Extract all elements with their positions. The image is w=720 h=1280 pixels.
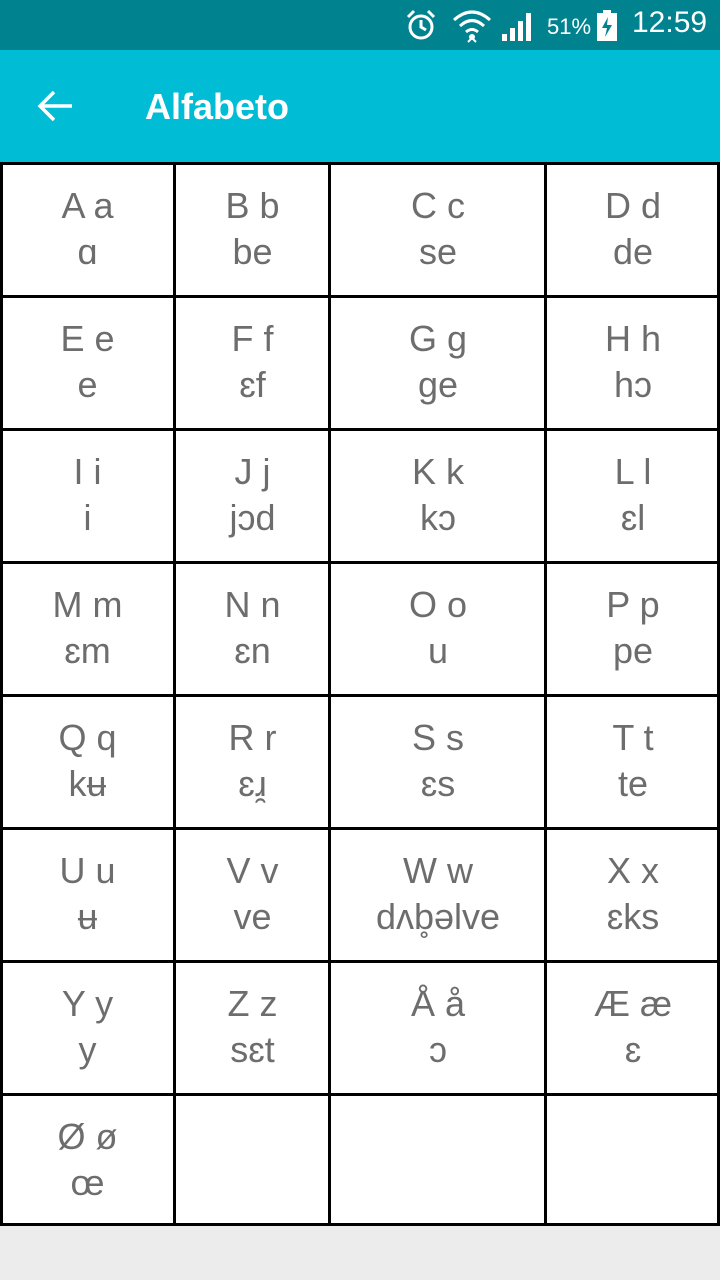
- letter-label: B b: [225, 184, 280, 226]
- pronunciation-label: e: [77, 363, 98, 405]
- letter-cell[interactable]: [175, 428, 330, 561]
- pronunciation-label: jɔd: [229, 496, 276, 538]
- grid-divider: [0, 1093, 720, 1096]
- pronunciation-label: be: [232, 230, 273, 272]
- pronunciation-label: dʌb̥əlve: [375, 895, 501, 937]
- letter-label: N n: [224, 583, 281, 625]
- letter-cell[interactable]: [330, 295, 546, 428]
- pronunciation-label: ge: [417, 363, 459, 405]
- letter-cell[interactable]: [546, 694, 720, 827]
- letter-cell[interactable]: [546, 827, 720, 960]
- letter-label: Z z: [227, 982, 278, 1024]
- grid-divider: [0, 295, 720, 298]
- app-bar: [0, 50, 720, 162]
- letter-cell[interactable]: [546, 960, 720, 1093]
- letter-cell[interactable]: [0, 960, 175, 1093]
- letter-label: S s: [411, 716, 464, 758]
- grid-divider: [0, 827, 720, 830]
- pronunciation-label: te: [617, 762, 649, 804]
- letter-label: X x: [606, 849, 659, 891]
- letter-label: R r: [228, 716, 277, 758]
- pronunciation-label: ɔ: [429, 1028, 447, 1070]
- letter-cell[interactable]: [330, 960, 546, 1093]
- pronunciation-label: ɛs: [420, 762, 456, 804]
- letter-cell[interactable]: [0, 428, 175, 561]
- empty-cell: [175, 1093, 330, 1226]
- signal-icon: [500, 10, 536, 42]
- pronunciation-label: ʉ: [77, 895, 98, 937]
- letter-label: Æ æ: [593, 982, 672, 1024]
- status-bar: [0, 0, 720, 50]
- letter-cell[interactable]: [175, 295, 330, 428]
- pronunciation-label: ve: [233, 895, 272, 937]
- pronunciation-label: ɛɹ̯: [238, 762, 267, 804]
- pronunciation-label: u: [427, 629, 449, 671]
- alphabet-grid: [0, 162, 720, 1226]
- letter-label: G g: [408, 317, 468, 359]
- grid-divider: [0, 561, 720, 564]
- letter-label: Y y: [61, 982, 114, 1024]
- pronunciation-label: kʉ: [68, 762, 107, 804]
- letter-cell[interactable]: [0, 694, 175, 827]
- letter-cell[interactable]: [175, 960, 330, 1093]
- letter-label: P p: [606, 583, 660, 625]
- empty-cell: [330, 1093, 546, 1226]
- letter-label: V v: [226, 849, 279, 891]
- letter-cell[interactable]: [175, 694, 330, 827]
- status-time: 12:59: [632, 6, 708, 39]
- letter-label: O o: [408, 583, 468, 625]
- letter-label: Ø ø: [57, 1115, 118, 1157]
- grid-divider: [0, 428, 720, 431]
- pronunciation-label: hɔ: [613, 363, 653, 405]
- pronunciation-label: y: [78, 1028, 97, 1070]
- arrow-back-icon[interactable]: [36, 86, 76, 126]
- letter-label: E e: [60, 317, 115, 359]
- letter-label: L l: [614, 450, 652, 492]
- wifi-icon: [452, 8, 492, 44]
- letter-cell[interactable]: [546, 428, 720, 561]
- grid-divider: [0, 162, 720, 165]
- letter-label: Å å: [410, 982, 466, 1024]
- letter-cell[interactable]: [0, 295, 175, 428]
- letter-label: Q q: [58, 716, 117, 758]
- letter-label: J j: [234, 450, 271, 492]
- letter-label: W w: [403, 849, 473, 891]
- letter-label: K k: [411, 450, 464, 492]
- letter-label: I i: [73, 450, 102, 492]
- letter-label: D d: [604, 184, 662, 226]
- pronunciation-label: ɛks: [606, 895, 660, 937]
- letter-label: U u: [59, 849, 116, 891]
- letter-cell[interactable]: [546, 162, 720, 295]
- alarm-icon: [404, 8, 438, 42]
- letter-cell[interactable]: [0, 827, 175, 960]
- grid-divider: [0, 694, 720, 697]
- pronunciation-label: se: [418, 230, 458, 272]
- pronunciation-label: ɛ: [624, 1028, 642, 1070]
- pronunciation-label: ɛf: [239, 363, 266, 405]
- grid-divider: [0, 960, 720, 963]
- grid-divider: [0, 1223, 720, 1226]
- battery-charging-icon: [596, 10, 618, 42]
- letter-cell[interactable]: [0, 561, 175, 694]
- pronunciation-label: pe: [612, 629, 654, 671]
- pronunciation-label: ɑ: [77, 230, 98, 272]
- letter-cell[interactable]: [175, 162, 330, 295]
- letter-cell[interactable]: [546, 295, 720, 428]
- letter-cell[interactable]: [546, 561, 720, 694]
- pronunciation-label: œ: [70, 1161, 105, 1203]
- pronunciation-label: ɛn: [234, 629, 271, 671]
- pronunciation-label: ɛl: [620, 496, 646, 538]
- letter-cell[interactable]: [0, 162, 175, 295]
- pronunciation-label: i: [83, 496, 92, 538]
- letter-cell[interactable]: [330, 561, 546, 694]
- letter-cell[interactable]: [175, 827, 330, 960]
- letter-cell[interactable]: [330, 694, 546, 827]
- pronunciation-label: ɛm: [64, 629, 111, 671]
- battery-percent: 51%: [547, 14, 592, 39]
- letter-label: A a: [61, 184, 114, 226]
- letter-cell[interactable]: [330, 162, 546, 295]
- pronunciation-label: sɛt: [230, 1028, 275, 1070]
- empty-cell: [546, 1093, 720, 1226]
- page-title: Alfabeto: [145, 86, 289, 127]
- pronunciation-label: kɔ: [420, 496, 456, 538]
- letter-cell[interactable]: [0, 1093, 175, 1226]
- letter-label: M m: [52, 583, 123, 625]
- letter-label: C c: [411, 184, 465, 226]
- pronunciation-label: de: [612, 230, 654, 272]
- letter-cell[interactable]: [175, 561, 330, 694]
- letter-label: H h: [604, 317, 662, 359]
- letter-label: T t: [612, 716, 654, 758]
- letter-cell[interactable]: [330, 428, 546, 561]
- letter-label: F f: [231, 317, 274, 359]
- letter-cell[interactable]: [330, 827, 546, 960]
